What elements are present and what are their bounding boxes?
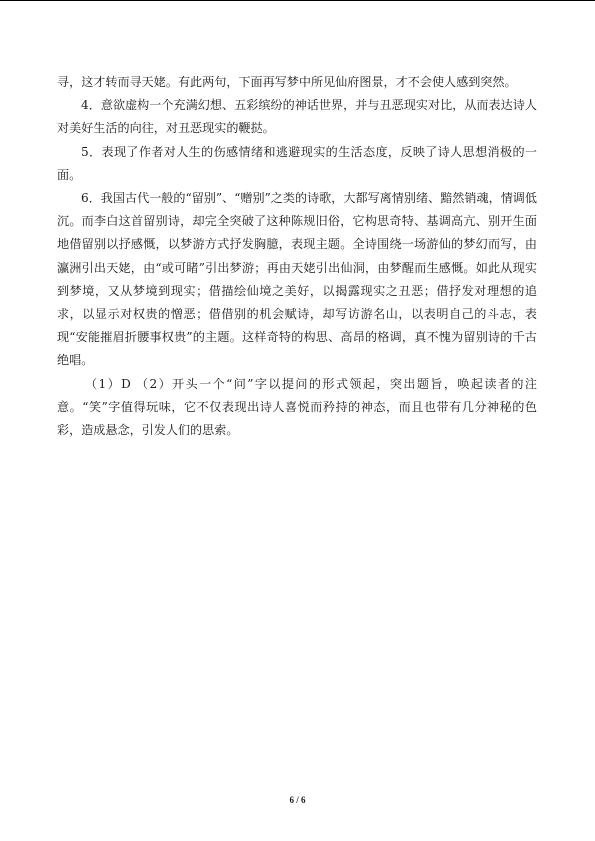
paragraph-item-5: 5．表现了作者对人生的伤感情绪和逃避现实的生活态度，反映了诗人思想消极的一面。: [57, 144, 537, 182]
document-body: [57, 71, 537, 442]
paragraph-item-6: 6．我国古代一般的“留别”、“赠别”之类的诗歌，大都写离情别绪、黯然销魂，情调低沉。而李白这首留别诗，却完全突破了这种陈规旧俗，它构思奇特、基调高亢、别开生面地借留别以抒感慨，以梦游方式抒发胸臆，表现主题。全诗围绕一场游仙的梦幻而写，由瀛洲引出天姥，由“或可睹”引出梦游；再由天姥引出仙洞，由梦醒而生感慨。如此从现实到梦境，又从梦境到现实；借描绘仙境之美好，以揭露现实之丑恶；借抒发对理想的追求，以显示对权贵的憎恶；借借别的机会赋诗，却写访游名山，以表明自己的斗志，表现“安能摧眉折腰事权贵”的主题。这样奇特的构思、高昂的格调，真不愧为留别诗的千古绝唱。: [57, 191, 537, 368]
paragraph-item-4: 4．意欲虚构一个充满幻想、五彩缤纷的神话世界，并与丑恶现实对比，从而表达诗人对美好生活的向往，对丑恶现实的鞭挞。: [57, 98, 537, 136]
header-rule: [0, 0, 595, 1]
paragraph-answer: （1）D （2）开头一个“问”字以提问的形式领起，突出题旨，唤起读者的注意。“笑”字值得玩味，它不仅表现出诗人喜悦而矜持的神态，而且也带有几分神秘的色彩，造成悬念，引发人们的思索。: [57, 376, 537, 438]
page-number: 6 / 6: [289, 795, 306, 805]
paragraph-continuation: 寻，这才转而寻天姥。有此两句，下面再写梦中所见仙府图景，才不会使人感到突然。: [57, 75, 517, 89]
